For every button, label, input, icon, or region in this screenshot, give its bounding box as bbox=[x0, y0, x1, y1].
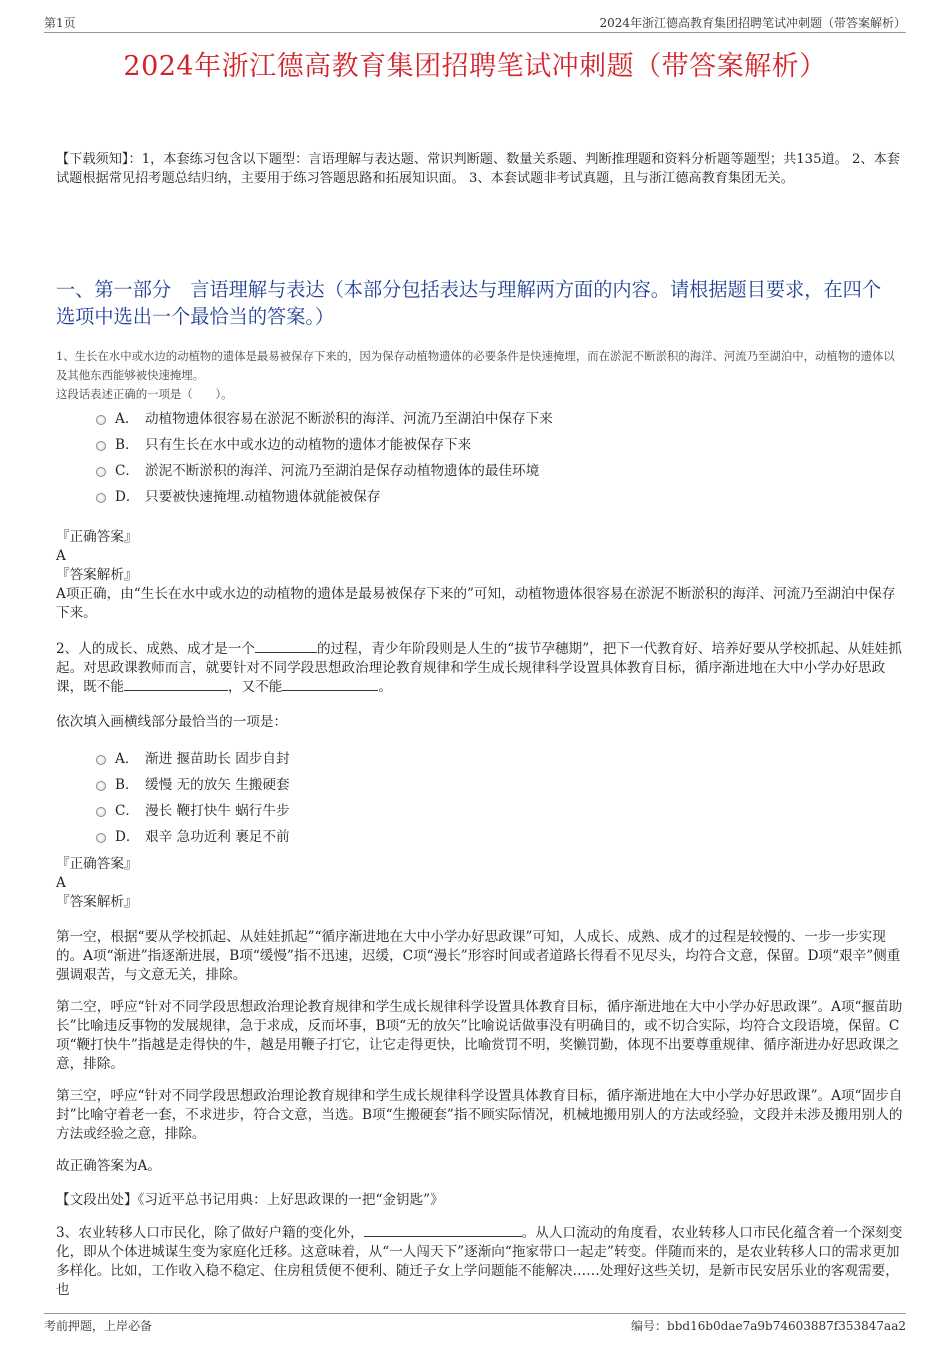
option-c[interactable]: C． 漫长 鞭打快牛 蜗行牛步 bbox=[96, 798, 290, 824]
radio-icon[interactable] bbox=[96, 415, 106, 425]
document-title: 2024年浙江德高教育集团招聘笔试冲刺题（带答案解析） bbox=[123, 51, 827, 82]
option-d[interactable]: D． 艰辛 急功近利 裹足不前 bbox=[96, 824, 290, 850]
analysis-paragraph-2: 第二空，呼应“针对不同学段思想政治理论教育规律和学生成长规律科学设置具体教育目标，循序渐进地在大中小学办好思政课”。A项“揠苗助长”比喻违反事物的发展规律，急于求成，反而坏事，B项“无的放矢”比喻说话做事没有明确目的，或不切合实际，均符合文段语境，保留。C项“鞭打快牛”指越是走得快的牛，越是用鞭子打它，让它走得更快，比喻赏罚不明，奖懒罚勤，体现不出要尊重规律、循序渐进办好思政课之意，排除。 bbox=[56, 999, 903, 1072]
question-1 bbox=[56, 347, 904, 404]
radio-icon[interactable] bbox=[96, 755, 106, 765]
question-3-stem: 3、农业转移人口市民化，除了做好户籍的变化外， 。从人口流动的角度看，农业转移人口市民化蕴含着一个深刻变化，即从个体进城谋生变为家庭化迁移。这意味着，从“一人闯天下”逐渐向“拖家带口一起走”转变。伴随而来的，是农业转移人口的需求更加多样化。比如，工作收入稳不稳定、住房租赁便不便利、随迁子女上学问题能不能解决……处理好这些关切，是新市民安居乐业的客观需要，也 bbox=[56, 1225, 903, 1298]
page-number: 第1页 bbox=[44, 16, 76, 30]
radio-icon[interactable] bbox=[96, 781, 106, 791]
blank-line bbox=[255, 640, 317, 653]
answer-label: 『正确答案』 bbox=[56, 856, 138, 872]
option-b[interactable]: B． 缓慢 无的放矢 生搬硬套 bbox=[96, 772, 290, 798]
header-doc-title: 2024年浙江德高教育集团招聘笔试冲刺题（带答案解析） bbox=[599, 16, 906, 30]
answer-value: A bbox=[56, 548, 66, 564]
page-header bbox=[44, 12, 906, 33]
radio-icon[interactable] bbox=[96, 807, 106, 817]
question-1-prompt: 这段话表述正确的一项是（ ）。 bbox=[56, 387, 233, 401]
footer-slogan: 考前押题，上岸必备 bbox=[44, 1319, 153, 1333]
footer-serial: 编号：bbd16b0dae7a9b74603887f353847aa2 bbox=[631, 1319, 906, 1333]
question-1-answer bbox=[56, 528, 904, 623]
analysis-paragraph-1: 第一空，根据“要从学校抓起、从娃娃抓起”“循序渐进地在大中小学办好思政课”可知，人成长、成熟、成才的过程是较慢的、一步一步实现的。A项“渐进”指逐渐进展，B项“缓慢”指不迅速，迟缓，C项“漫长”形容时间或者道路长得看不见尽头，均符合文意，保留。D项“艰辛”侧重强调艰苦，与文意无关，排除。 bbox=[56, 929, 901, 983]
radio-icon[interactable] bbox=[96, 441, 106, 451]
analysis-label: 『答案解析』 bbox=[56, 567, 138, 583]
question-2-prompt: 依次填入画横线部分最恰当的一项是： bbox=[56, 714, 288, 730]
radio-icon[interactable] bbox=[96, 833, 106, 843]
option-d[interactable]: D． 只要被快速掩埋.动植物遗体就能被保存 bbox=[96, 484, 553, 510]
option-b[interactable]: B． 只有生长在水中或水边的动植物的遗体才能被保存下来 bbox=[96, 432, 553, 458]
option-a[interactable]: A． 渐进 揠苗助长 固步自封 bbox=[96, 746, 290, 772]
download-notice: 【下载须知】：1，本套练习包含以下题型：言语理解与表达题、常识判断题、数量关系题、判断推理题和资料分析题等题型；共135道。 2、本套试题根据常见招考题总结归纳，主要用于练习答题思路和拓展知识面。 3、本套试题非考试真题，且与浙江德高教育集团无关。 bbox=[56, 152, 900, 186]
question-2-stem: 2、人的成长、成熟、成才是一个 的过程，青少年阶段则是人生的“拔节孕穗期”，把下一代教育好、培养好要从学校抓起、从娃娃抓起。对思政课教师而言，就要针对不同学段思想政治理论教育规律和学生成长规律科学设置具体教育目标，循序渐进地在大中小学办好思政课，既不能 ，又不能 。 bbox=[56, 641, 902, 695]
analysis-conclusion: 故正确答案为A。 bbox=[56, 1158, 161, 1174]
blank-line bbox=[124, 678, 228, 691]
question-2-options bbox=[96, 746, 290, 850]
analysis-label: 『答案解析』 bbox=[56, 894, 138, 910]
question-1-options bbox=[96, 406, 553, 510]
answer-value: A bbox=[56, 875, 66, 891]
option-c[interactable]: C． 淤泥不断淤积的海洋、河流乃至湖泊是保存动植物遗体的最佳环境 bbox=[96, 458, 553, 484]
question-1-stem: 1、生长在水中或水边的动植物的遗体是最易被保存下来的，因为保存动植物遗体的必要条件是快速掩埋，而在淤泥不断淤积的海洋、河流乃至湖泊中，动植物的遗体以及其他东西能够被快速掩埋。 bbox=[56, 349, 895, 382]
option-a[interactable]: A． 动植物遗体很容易在淤泥不断淤积的海洋、河流乃至湖泊中保存下来 bbox=[96, 406, 553, 432]
blank-line bbox=[282, 678, 378, 691]
radio-icon[interactable] bbox=[96, 493, 106, 503]
source-citation: 【文段出处】《习近平总书记用典：上好思政课的一把“金钥匙”》 bbox=[56, 1192, 444, 1208]
analysis-text: A项正确，由“生长在水中或水边的动植物的遗体是最易被保存下来的”可知，动植物遗体很容易在淤泥不断淤积的海洋、河流乃至湖泊中保存下来。 bbox=[56, 586, 896, 621]
radio-icon[interactable] bbox=[96, 467, 106, 477]
answer-label: 『正确答案』 bbox=[56, 529, 138, 545]
section-title: 一、第一部分 言语理解与表达（本部分包括表达与理解两方面的内容。请根据题目要求，在四个选项中选出一个最恰当的答案。） bbox=[56, 278, 882, 328]
question-2-answer bbox=[56, 855, 904, 912]
analysis-paragraph-3: 第三空，呼应“针对不同学段思想政治理论教育规律和学生成长规律科学设置具体教育目标，循序渐进地在大中小学办好思政课”。A项“固步自封”比喻守着老一套，不求进步，符合文意，当选。B项“生搬硬套”指不顾实际情况，机械地搬用别人的方法或经验，文段并未涉及搬用别人的方法或经验之意，排除。 bbox=[56, 1088, 903, 1142]
blank-line bbox=[364, 1224, 522, 1237]
page-footer bbox=[44, 1313, 906, 1334]
